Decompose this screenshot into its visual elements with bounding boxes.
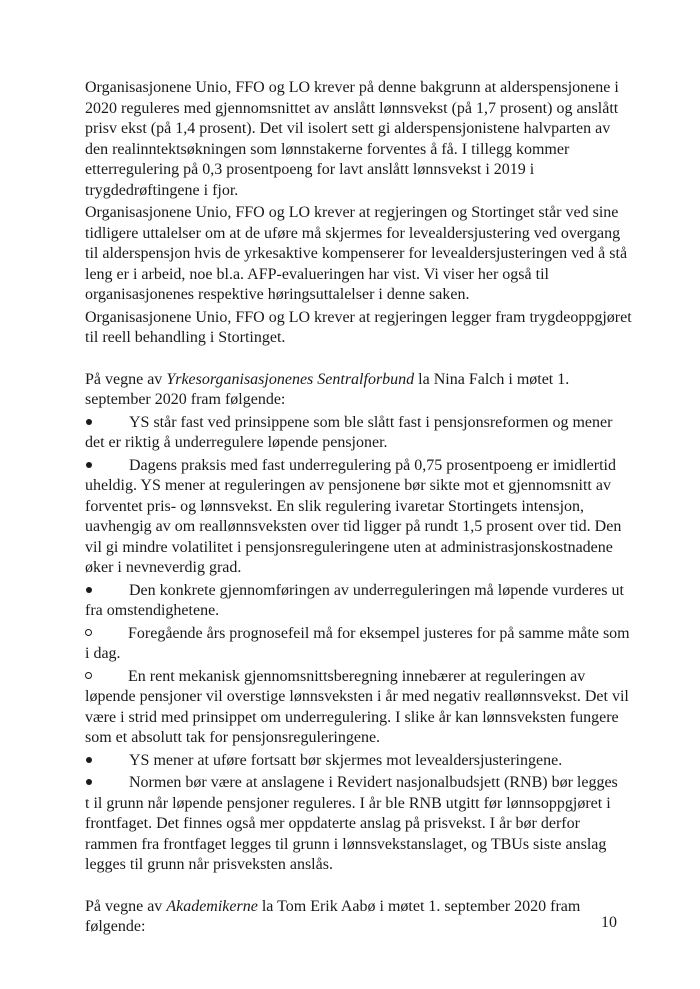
page-number: 10 xyxy=(601,914,617,931)
circle-bullet-icon xyxy=(85,672,92,679)
ys-intro-suffix: la Nina Falch i møtet 1. september 2020 fram følgende: xyxy=(85,370,570,408)
bullet-item xyxy=(85,456,632,579)
bullet-text: Dagens praksis med fast underregulering på 0,75 prosentpoeng er imidlertid uheldig. YS mener at reguleringen av pensjonene bør sikte mot et gjennomsnitt av forventet pris- og lønnsvekst. En slik regulering ivaretar Stortingets intensjon, uavhengig av om reallønnsveksten over tid ligger på rundt 1,5 prosent over tid. Den vil gi mindre volatilitet i pensjonsreguleringene uten at administrasjonskostnadene øker i nevneverdig grad. xyxy=(85,456,622,576)
bullet-text: YS mener at uføre fortsatt bør skjermes mot levealdersjusteringene. xyxy=(129,751,563,769)
bullet-text: En rent mekanisk gjennomsnittsberegning innebærer at reguleringen av løpende pensjoner vil overstige lønnsveksten i år med negativ reallønnsvekst. Det vil være i strid med prinsippet om underregulering. I slike år kan lønnsveksten fungere som et absolutt tak for pensjonsreguleringene. xyxy=(85,667,629,746)
paragraph-claim-storting-treatment: Organisasjonene Unio, FFO og LO krever at regjeringen legger fram trygdeoppgjøret til reell behandling i Stortinget. xyxy=(85,308,632,346)
bullet-text: Den konkrete gjennomføringen av underreguleringen må løpende vurderes ut fra omstendighetene. xyxy=(85,581,624,619)
bullet-item xyxy=(85,624,632,665)
paragraph-akademikerne-intro xyxy=(85,897,632,938)
bullet-item xyxy=(85,667,632,749)
paragraph-ys-intro xyxy=(85,370,632,411)
akad-org-name: Akademikerne xyxy=(166,897,258,915)
bullet-icon xyxy=(86,587,92,593)
ys-org-name: Yrkesorganisasjonenes Sentralforbund xyxy=(166,370,415,388)
document-body xyxy=(85,78,632,940)
bullet-text: Foregående års prognosefeil må for eksempel justeres for på samme måte som i dag. xyxy=(85,624,630,662)
bullet-item xyxy=(85,413,632,454)
bullet-text: YS står fast ved prinsippene som ble slått fast i pensjonsreformen og mener det er riktig å underregulere løpende pensjoner. xyxy=(85,413,613,451)
ys-intro-prefix: På vegne av xyxy=(85,370,167,388)
bullet-text: Normen bør være at anslagene i Revidert nasjonalbudsjett (RNB) bør legges t il grunn når løpende pensjoner reguleres. I år ble RNB utgitt før lønnsoppgjøret i frontfaget. Det finnes også mer oppdaterte anslag på prisvekst. I år bør derfor rammen fra frontfaget legges til grunn i lønnsvekstanslaget, og TBUs siste anslag legges til grunn når prisveksten anslås. xyxy=(85,774,618,873)
circle-bullet-icon xyxy=(85,629,92,636)
bullet-item xyxy=(85,581,632,622)
paragraph-claim-regulation: Organisasjonene Unio, FFO og LO krever på denne bakgrunn at alderspensjonene i 2020 reguleres med gjennomsnittet av anslått lønnsvekst (på 1,7 prosent) og anslått prisv ekst (på 1,4 prosent). Det vil isolert sett gi alderspensjonistene halvparten av den realinntektsøkningen som lønnstakerne forventes å få. I tillegg kommer etterregulering på 0,3 prosentpoeng for lavt anslått lønnsvekst i 2019 i trygdedrøftingene i fjor. xyxy=(85,79,619,199)
bullet-icon xyxy=(86,462,92,468)
paragraph-claim-disability-shielding: Organisasjonene Unio, FFO og LO krever at regjeringen og Stortinget står ved sine tidligere uttalelser om at de uføre må skjermes for levealdersjustering ved overgang til alderspensjon hvis de yrkesaktive kompenserer for levealdersjusteringen ved å stå leng er i arbeid, noe bl.a. AFP-evalueringen har vist. Vi viser her også til organisasjonenes respektive høringsuttalelser i denne saken. xyxy=(85,204,628,303)
bullet-icon xyxy=(86,757,92,763)
bullet-icon xyxy=(86,779,92,785)
bullet-item xyxy=(85,751,632,772)
bullet-icon xyxy=(86,419,92,425)
akad-intro-suffix: la Tom Erik Aabø i møtet 1. september 2020 fram følgende: xyxy=(85,897,581,935)
bullet-item xyxy=(85,773,632,876)
akad-intro-prefix: På vegne av xyxy=(85,897,167,915)
